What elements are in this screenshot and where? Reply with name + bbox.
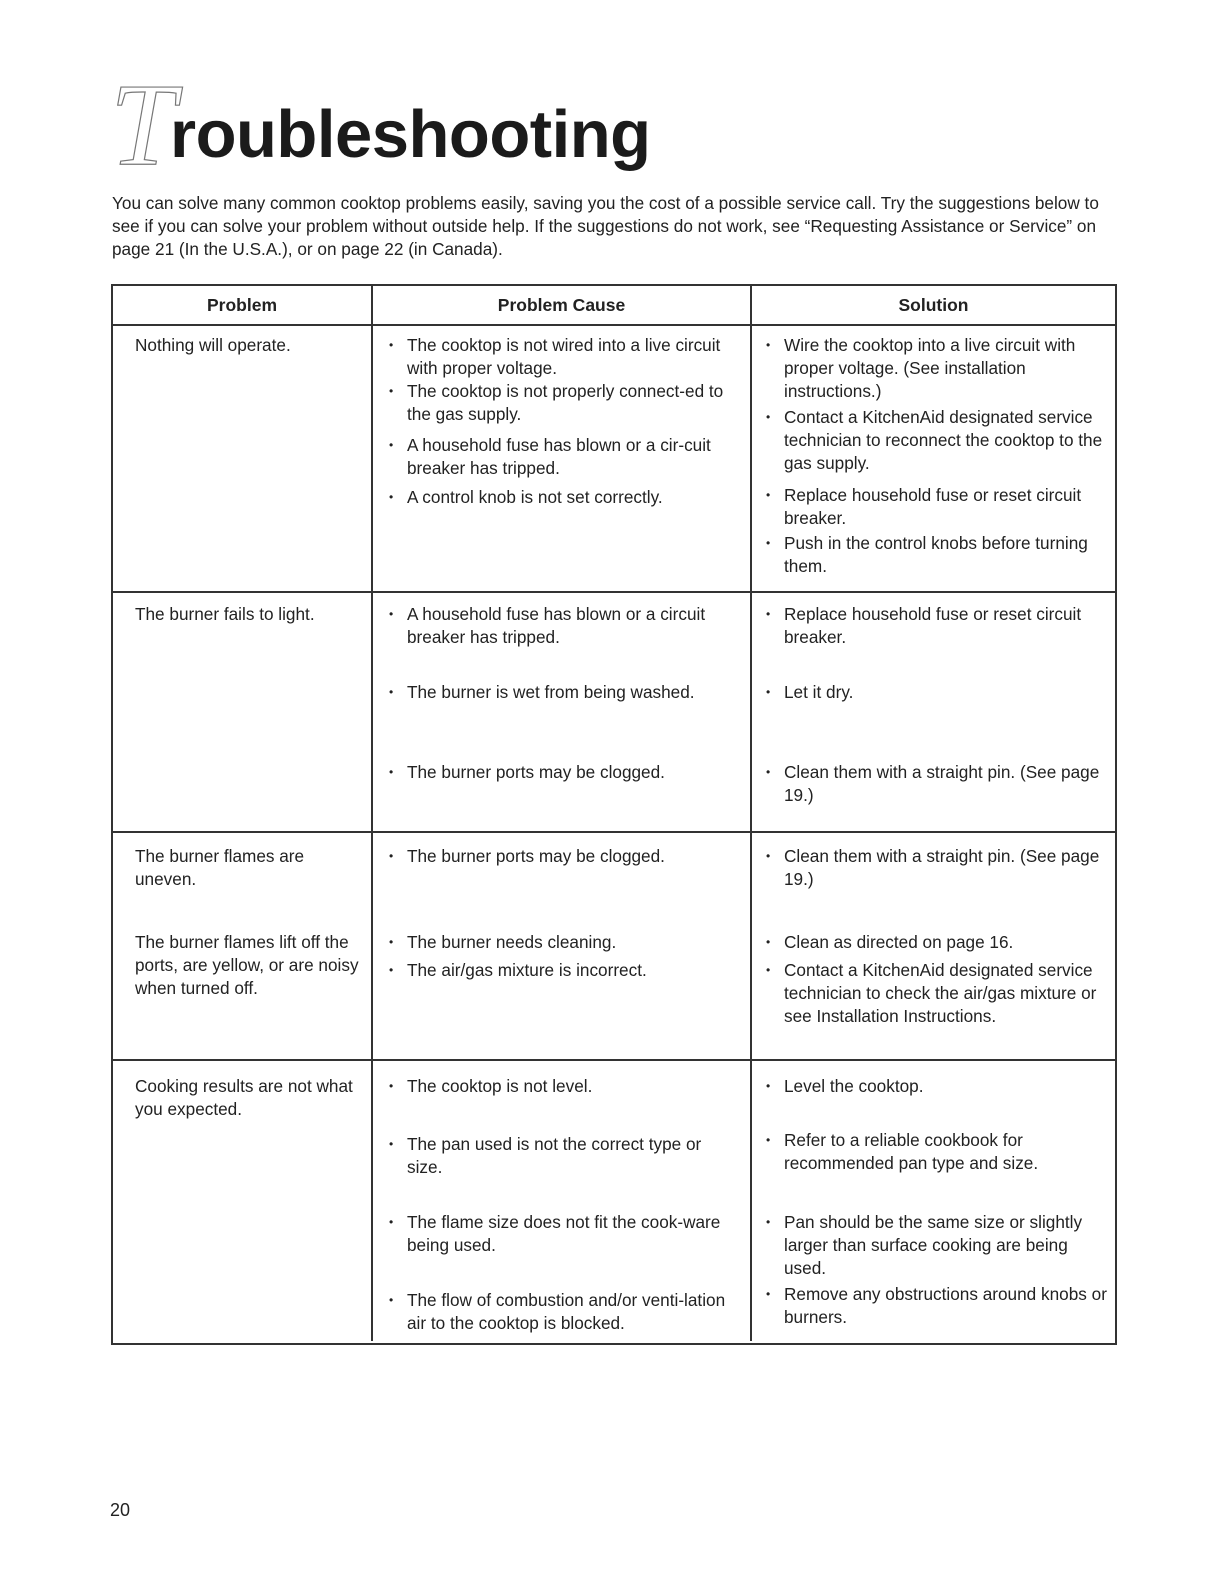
cause-cell <box>373 326 752 591</box>
solution-cell <box>752 833 1115 1059</box>
list-item <box>766 1129 1109 1175</box>
header-problem: Problem <box>113 286 373 324</box>
bullet-icon: • <box>766 536 771 550</box>
intro-paragraph <box>112 192 1102 261</box>
item-text: Clean them with a straight pin. (See page 19.) <box>784 846 1100 889</box>
list-item <box>766 484 1109 530</box>
item-text: The flame size does not fit the cook-ware being used. <box>407 1212 721 1255</box>
item-text: The burner ports may be clogged. <box>407 846 665 866</box>
bullet-icon: • <box>766 1133 771 1147</box>
bullet-icon: • <box>766 338 771 352</box>
item-text: Refer to a reliable cookbook for recommended pan type and size. <box>784 1130 1039 1173</box>
list-item <box>389 1133 740 1179</box>
bullet-icon: • <box>766 935 771 949</box>
list-item <box>389 1211 740 1257</box>
list-item <box>766 532 1109 578</box>
item-text: Level the cooktop. <box>784 1076 924 1096</box>
item-text: Pan should be the same size or slightly larger than surface cooking are being used. <box>784 1212 1083 1278</box>
solution-cell <box>752 326 1115 591</box>
bullet-icon: • <box>766 1215 771 1229</box>
bullet-icon: • <box>766 1079 771 1093</box>
item-text: Replace household fuse or reset circuit breaker. <box>784 485 1082 528</box>
table-row <box>113 833 1115 1061</box>
list-item <box>766 959 1109 1028</box>
bullet-icon: • <box>389 490 394 504</box>
item-text: The cooktop is not wired into a live circuit with proper voltage. <box>407 335 721 378</box>
list-item <box>389 486 740 509</box>
bullet-icon: • <box>389 963 394 977</box>
item-text: Contact a KitchenAid designated service technician to check the air/gas mixture or see Installation Instructions. <box>784 960 1097 1026</box>
page-title: roubleshooting <box>170 97 651 172</box>
solution-cell <box>752 593 1115 831</box>
problem-text: Nothing will operate. <box>135 335 291 355</box>
page-heading <box>110 59 810 190</box>
list-item <box>389 380 740 426</box>
table-row <box>113 326 1115 593</box>
bullet-icon: • <box>766 607 771 621</box>
table-header <box>113 286 1115 326</box>
item-text: The flow of combustion and/or venti-lation air to the cooktop is blocked. <box>407 1290 726 1333</box>
bullet-icon: • <box>389 1215 394 1229</box>
item-text: The burner is wet from being washed. <box>407 682 695 702</box>
item-text: The air/gas mixture is incorrect. <box>407 960 647 980</box>
item-text: A household fuse has blown or a cir-cuit breaker has tripped. <box>407 435 711 478</box>
bullet-icon: • <box>389 384 394 398</box>
problem-cell <box>113 326 373 591</box>
table-body <box>113 326 1115 1343</box>
problem-text: The burner flames lift off the ports, are yellow, or are noisy when turned off. <box>135 932 359 998</box>
bullet-icon: • <box>766 685 771 699</box>
troubleshooting-table <box>111 284 1117 1345</box>
list-item <box>766 603 1109 649</box>
cause-cell <box>373 1061 752 1341</box>
bullet-icon: • <box>389 935 394 949</box>
list-item <box>389 434 740 480</box>
item-text: Clean as directed on page 16. <box>784 932 1014 952</box>
intro-text: You can solve many common cooktop problems easily, saving you the cost of a possible service call. Try the suggestions below to see if you can solve your problem without outside help. If the suggestions do not work, see “Requesting Assistance or Service” on page 21 (In the U.S.A.), or on page 22 (in Canada). <box>112 193 1099 259</box>
list-item <box>766 1283 1109 1329</box>
bullet-icon: • <box>766 1287 771 1301</box>
bullet-icon: • <box>389 685 394 699</box>
list-item <box>389 334 740 380</box>
item-text: A household fuse has blown or a circuit breaker has tripped. <box>407 604 706 647</box>
bullet-icon: • <box>766 963 771 977</box>
solution-cell <box>752 1061 1115 1341</box>
table-row <box>113 1061 1115 1343</box>
bullet-icon: • <box>389 1293 394 1307</box>
item-text: The cooktop is not level. <box>407 1076 593 1096</box>
list-item <box>389 845 740 868</box>
item-text: The cooktop is not properly connect-ed to the gas supply. <box>407 381 724 424</box>
list-item <box>389 931 740 954</box>
problem-cell <box>113 1061 373 1341</box>
header-solution: Solution <box>898 295 969 315</box>
list-item <box>766 334 1109 403</box>
problem-text: The burner fails to light. <box>135 604 315 624</box>
bullet-icon: • <box>389 765 394 779</box>
item-text: Wire the cooktop into a live circuit with proper voltage. (See installation instructions.) <box>784 335 1076 401</box>
table-row <box>113 593 1115 833</box>
item-text: Remove any obstructions around knobs or burners. <box>784 1284 1107 1327</box>
cause-cell <box>373 833 752 1059</box>
bullet-icon: • <box>389 1079 394 1093</box>
problem-cell <box>113 593 373 831</box>
list-item <box>389 959 740 982</box>
title-initial: T <box>110 59 176 190</box>
item-text: Let it dry. <box>784 682 854 702</box>
item-text: Contact a KitchenAid designated service technician to reconnect the cooktop to the gas supply. <box>784 407 1103 473</box>
item-text: A control knob is not set correctly. <box>407 487 663 507</box>
list-item <box>766 845 1109 891</box>
list-item <box>389 681 740 704</box>
problem-cell <box>113 833 373 1059</box>
page-number: 20 <box>110 1500 131 1520</box>
bullet-icon: • <box>389 849 394 863</box>
item-text: Replace household fuse or reset circuit breaker. <box>784 604 1082 647</box>
list-item <box>389 1075 740 1098</box>
list-item <box>766 761 1109 807</box>
problem-text: Cooking results are not what you expected. <box>135 1076 353 1119</box>
list-item <box>389 603 740 649</box>
list-item <box>389 1289 740 1335</box>
bullet-icon: • <box>389 338 394 352</box>
cause-cell <box>373 593 752 831</box>
header-problem-cause: Problem Cause <box>373 286 752 324</box>
list-item <box>389 761 740 784</box>
item-text: Clean them with a straight pin. (See page 19.) <box>784 762 1100 805</box>
bullet-icon: • <box>766 765 771 779</box>
bullet-icon: • <box>766 410 771 424</box>
list-item <box>766 406 1109 475</box>
bullet-icon: • <box>389 438 394 452</box>
list-item <box>766 1211 1109 1280</box>
item-text: The pan used is not the correct type or size. <box>407 1134 702 1177</box>
bullet-icon: • <box>766 849 771 863</box>
item-text: The burner ports may be clogged. <box>407 762 665 782</box>
bullet-icon: • <box>389 607 394 621</box>
list-item <box>766 931 1109 954</box>
list-item <box>766 1075 1109 1098</box>
list-item <box>766 681 1109 704</box>
problem-text: The burner flames are uneven. <box>135 846 305 889</box>
bullet-icon: • <box>766 488 771 502</box>
bullet-icon: • <box>389 1137 394 1151</box>
item-text: The burner needs cleaning. <box>407 932 617 952</box>
item-text: Push in the control knobs before turning them. <box>784 533 1088 576</box>
